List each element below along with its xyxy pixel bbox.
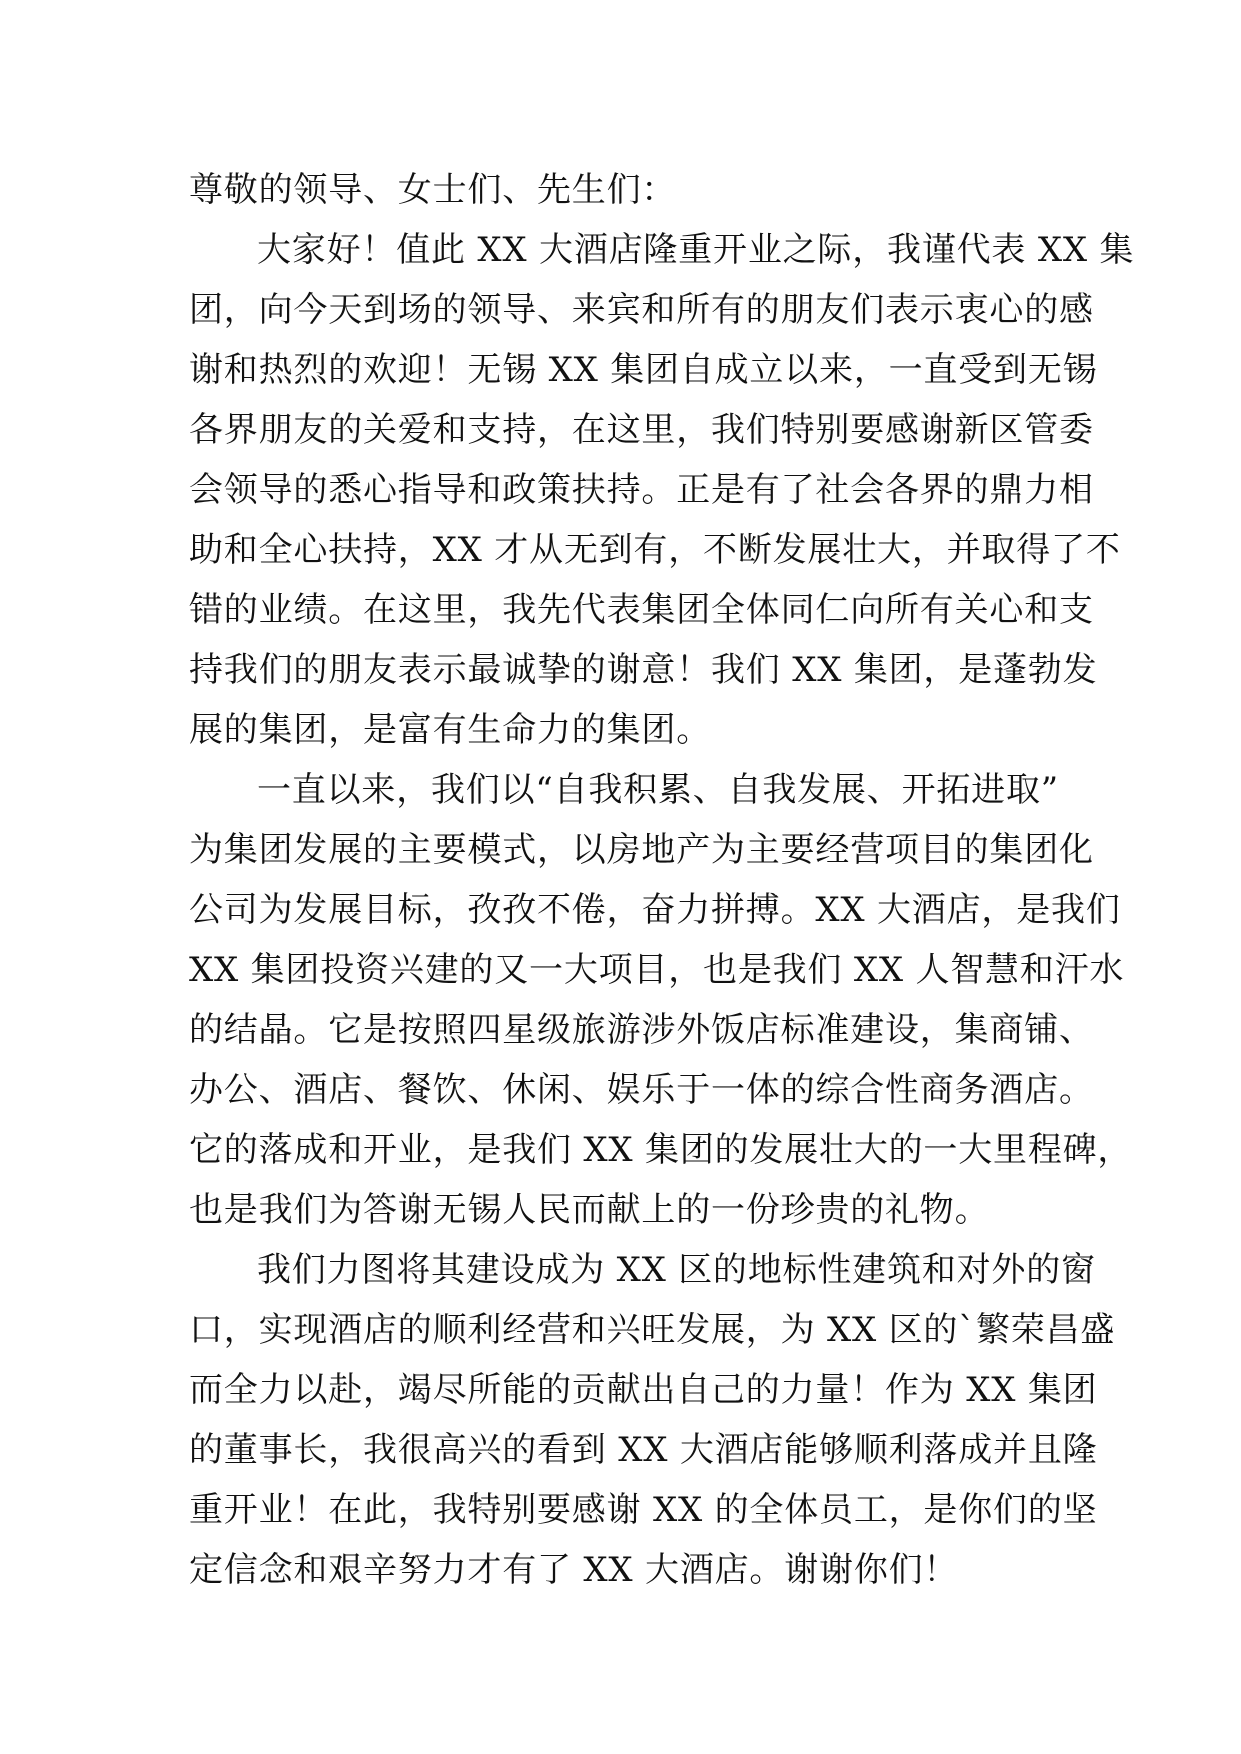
text-line: 也是我们为答谢无锡人民而献上的一份珍贵的礼物。 (189, 1190, 990, 1230)
text-line: 重开业！在此，我特别要感谢 XX 的全体员工，是你们的坚 (189, 1490, 1098, 1530)
text-line: 定信念和艰辛努力才有了 XX 大酒店。谢谢你们！ (189, 1550, 959, 1590)
text-line: 持我们的朋友表示最诚挚的谢意！我们 XX 集团，是蓬勃发 (189, 650, 1098, 690)
paragraph-2 (189, 760, 1133, 1240)
text-line: 口，实现酒店的顺利经营和兴旺发展，为 XX 区的`繁荣昌盛 (189, 1310, 1116, 1350)
text-line: 的结晶。它是按照四星级旅游涉外饭店标准建设，集商铺、 (189, 1010, 1094, 1050)
paragraph-3 (189, 1240, 1116, 1600)
text-line: 我们力图将其建设成为 XX 区的地标性建筑和对外的窗 (257, 1250, 1096, 1290)
text-line: 团，向今天到场的领导、来宾和所有的朋友们表示衷心的感 (189, 290, 1094, 330)
text-line: 的董事长，我很高兴的看到 XX 大酒店能够顺利落成并且隆 (189, 1430, 1098, 1470)
text-line: 大家好！值此 XX 大酒店隆重开业之际，我谨代表 XX 集 (257, 230, 1135, 270)
text-line: 展的集团，是富有生命力的集团。 (189, 710, 711, 750)
text-line: 一直以来，我们以“自我积累、自我发展、开拓进取” (257, 770, 1059, 810)
text-line: 而全力以赴，竭尽所能的贡献出自己的力量！作为 XX 集团 (189, 1370, 1098, 1410)
paragraph-1 (189, 220, 1135, 760)
text-line: 谢和热烈的欢迎！无锡 XX 集团自成立以来，一直受到无锡 (189, 350, 1098, 390)
text-line: 为集团发展的主要模式，以房地产为主要经营项目的集团化 (189, 830, 1094, 870)
text-line: 会领导的悉心指导和政策扶持。正是有了社会各界的鼎力相 (189, 470, 1094, 510)
text-line: 公司为发展目标，孜孜不倦，奋力拼搏。XX 大酒店，是我们 (189, 890, 1121, 930)
text-line: 助和全心扶持，XX 才从无到有，不断发展壮大，并取得了不 (189, 530, 1121, 570)
salutation: 尊敬的领导、女士们、先生们： (189, 170, 677, 210)
text-line: 办公、酒店、餐饮、休闲、娱乐于一体的综合性商务酒店。 (189, 1070, 1094, 1110)
text-line: 各界朋友的关爱和支持，在这里，我们特别要感谢新区管委 (189, 410, 1094, 450)
text-line: XX 集团投资兴建的又一大项目，也是我们 XX 人智慧和汗水 (189, 950, 1125, 990)
text-line: 错的业绩。在这里，我先代表集团全体同仁向所有关心和支 (189, 590, 1094, 630)
speech-text (189, 160, 1135, 1600)
text-line: 它的落成和开业，是我们 XX 集团的发展壮大的一大里程碑， (189, 1130, 1133, 1170)
